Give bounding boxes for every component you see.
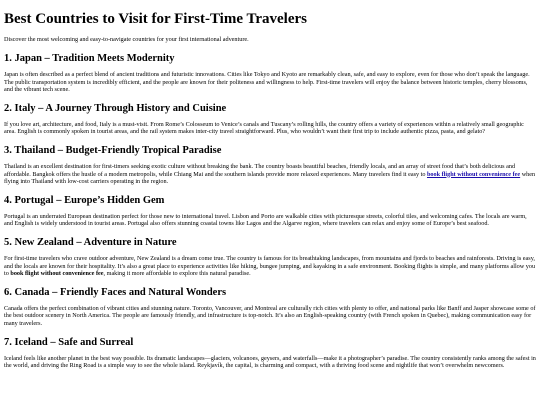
section-body [4, 255, 536, 278]
page-title: Best Countries to Visit for First-Time Travelers [4, 11, 308, 27]
section-iceland [4, 336, 536, 370]
section-body-text: For first-time travelers who crave outdoor adventure, New Zealand is a dream come true. The country is famous for its breathtaking landscapes, from mountains and fjords to beaches and rainforests. Driving is easy, and the locals are known for their hospitality. It’s also a great place to experience activities like hiking, bungee jumping, and kayaking in a safe environment. Booking flights is simple, and many platforms allow you to [4, 254, 536, 278]
section-body-text: when flying into Thailand with low-cost carriers operating in the region. [4, 170, 536, 186]
section-heading: 1. Japan – Tradition Meets Modernity [4, 53, 175, 64]
section-portugal [4, 194, 536, 228]
section-canada [4, 286, 536, 328]
page-subtitle: Discover the most welcoming and easy-to-navigate countries for your first international adventure. [4, 36, 249, 43]
section-body: If you love art, architecture, and food, Italy is a must-visit. From Rome’s Colosseum to Venice’s canals and Tuscany’s rolling hills, the country offers a variety of experiences within a relatively small geographic area. English is commonly spoken in tourist areas, and the rail system makes inter-city travel straightforward. Plus, who wouldn’t want their first trip to include authentic pizza, pasta, and gelato? [4, 120, 524, 136]
section-body [4, 163, 536, 186]
section-heading: 4. Portugal – Europe’s Hidden Gem [4, 194, 165, 206]
section-japan [4, 52, 536, 94]
section-heading: 7. Iceland – Safe and Surreal [4, 336, 134, 348]
section-new-zealand [4, 236, 536, 278]
section-thailand [4, 144, 536, 186]
section-heading: 3. Thailand – Budget-Friendly Tropical Paradise [4, 144, 222, 156]
section-heading: 6. Canada – Friendly Faces and Natural Wonders [4, 286, 227, 298]
section-body: Iceland feels like another planet in the best way possible. Its dramatic landscapes—glaciers, volcanoes, geysers, and waterfalls—make it a photographer’s paradise. The country consistently ranks among the safest in the world, and driving the Ring Road is a simple way to see the whole island. Reykjavík, the capital, is charming and compact, with a thriving food scene and nightlife that won’t overwhelm newcomers. [4, 354, 536, 370]
section-body: Portugal is an underrated European destination perfect for those new to international travel. Lisbon and Porto are walkable cities with picturesque streets, colorful tiles, and welcoming cafes. The locals are warm, and English is widely understood in tourist areas. Portugal also offers stunning coastal towns like Lagos and the Algarve region, where travelers can relax and enjoy some of Europe’s best seafood. [4, 212, 527, 228]
section-body: Japan is often described as a perfect blend of ancient traditions and futuristic innovations. Cities like Tokyo and Kyoto are remarkably clean, safe, and easy to explore, even for those who don’t speak the language. The public transportation system is incredibly efficient, and the people are known for their politeness and willingness to help. First-time travelers will enjoy the balance between historic temples, cherry blossoms, and the vibrant tech scene. [4, 71, 530, 94]
section-body: Canada offers the perfect combination of vibrant cities and stunning nature. Toronto, Vancouver, and Montreal are culturally rich cities with plenty to offer, and national parks like Banff and Jasper showcase some of the best outdoor scenery in North America. The people are famously friendly, and infrastructure is top-notch. It’s also an English-speaking country (with French spoken in Quebec), making communication easy for many travelers. [4, 304, 536, 327]
section-heading: 5. New Zealand – Adventure in Nature [4, 236, 177, 248]
section-heading: 2. Italy – A Journey Through History and Cuisine [4, 102, 227, 114]
section-body-text: Thailand is an excellent destination for first-timers seeking exotic culture without breaking the bank. The country boasts beautiful beaches, friendly locals, and an array of street food that’s both delicious and affordable. Bangkok offers the hustle of a modern metropolis, while Chiang Mai and the southern islands provide more relaxed experiences. Many travelers find it easy to [4, 162, 516, 178]
bold-phrase: book flight without convenience fee [10, 270, 104, 278]
section-body-text: , making it more affordable to explore this natural paradise. [103, 270, 251, 278]
book-flight-link[interactable]: book flight without convenience fee [426, 170, 521, 178]
section-italy [4, 102, 536, 136]
